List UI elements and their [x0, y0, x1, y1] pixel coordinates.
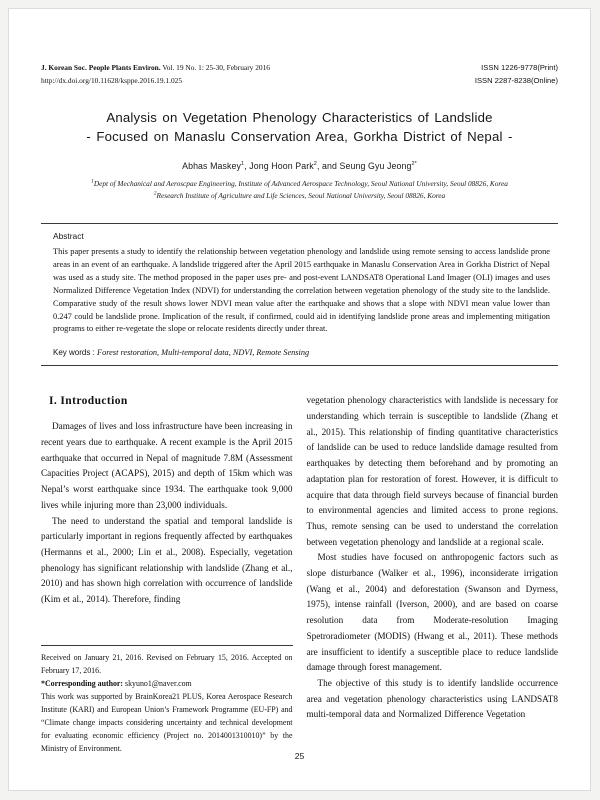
author-1: Abhas Maskey [182, 161, 242, 171]
right-column [307, 393, 559, 755]
doi-link: http://dx.doi.org/10.11628/ksppe.2016.19.1.025 [41, 76, 183, 85]
journal-header [41, 61, 558, 87]
paper-title-line1: Analysis on Vegetation Phenology Characteristics of Landslide [106, 110, 493, 125]
footnote-dates: Received on January 21, 2016. Revised on February 15, 2016. Accepted on February 17, 2016. [41, 653, 293, 676]
two-column-body [41, 393, 558, 755]
footnote-block [41, 645, 293, 755]
journal-issue: Vol. 19 No. 1: 25-30, February 2016 [160, 63, 270, 72]
page-content [9, 9, 590, 755]
abstract-section [41, 223, 558, 366]
affiliation-2-sup: 2 [153, 190, 157, 197]
journal-name: J. Korean Soc. People Plants Environ. [41, 63, 161, 72]
corresponding-author-email: skyuno1@naver.com [123, 679, 192, 689]
author-2: , Jong Hoon Park [244, 161, 314, 171]
section-heading-introduction: I. Introduction [49, 395, 128, 408]
left-column [41, 393, 293, 755]
paper-title [41, 108, 558, 146]
author-3: , and Seung Gyu Jeong [316, 161, 412, 171]
intro-paragraph-5: The objective of this study is to identify landslide occurrence area and vegetation phenology characteristics using LANDSAT8 multi-temporal data and Normalized Difference Vegetation [306, 678, 558, 720]
paper-page [8, 8, 591, 791]
issn-print: ISSN 1226-9778(Print) [481, 63, 558, 72]
affiliation-1-text: Dept of Mechanical and Aeroscpae Engineering, Institute of Advanced Aerospace Technology, Seoul National University, Seoul 08826, Korea [93, 179, 508, 188]
keywords-label: Key words [53, 348, 91, 358]
affiliation-2 [41, 190, 558, 202]
author-3-sup: 2* [411, 161, 417, 168]
abstract-text: This paper presents a study to identify the relationship between vegetation phenology and landslide using remote sensing to access landslide prone areas in an event of an earthquake. A landslide triggered after the April 2015 earthquake in Manaslu Conservation Area in Gorkha District of Nepal was used as a study site. The method proposed in the paper uses pre- and post-event LANDSAT8 Operational Land Imager (OLI) images and uses Normalized Difference Vegetation Index (NDVI) for understanding the correlation between vegetation phenology of the study site to the landslide. Comparative study of the result shows lower NDVI mean value after the earthquake and shows that a slope with NDVI mean value lower than 0.247 could be landslide prone. Implication of the result, if confirmed, could aid in identifying landslide prone areas and implementing mitigation programs to either re-vegetate the slope or relocate residents directly under threat. [53, 247, 550, 334]
author-1-sup: 1 [241, 161, 245, 168]
affiliation-1 [41, 178, 558, 190]
keywords-separator: : [90, 348, 98, 358]
paper-title-line2: - Focused on Manaslu Conservation Area, Gorkha District of Nepal - [86, 129, 513, 144]
issn-block [475, 61, 558, 87]
author-2-sup: 2 [313, 161, 317, 168]
footnote-funding: This work was supported by BrainKorea21 PLUS, Korea Aerospace Research Institute (KARI) and European Union’s Framework Programme (EU-FP) and “Climate change impacts considering uncertainty and technical development for evaluating economic efficiency (Project no. 2014001310010)” by the Ministry of Environment. [41, 692, 293, 754]
intro-paragraph-4: Most studies have focused on anthropogenic factors such as slope disturbance (Walker et al., 1996), inconsiderate irrigation (Wang et al., 2004) and deforestation (Swanson and Dyrness, 1975), intense rainfall (Iverson, 2000), and are based on coarse resolution data from Moderate-resolution Imaging Spetroradiometer (MODIS) (Hwang et al., 2011). These methods are insufficient to identify a susceptible place to reduce landslide damage through forest management. [306, 552, 558, 673]
keywords-line [53, 348, 550, 357]
page-number: 25 [294, 751, 305, 761]
intro-paragraph-1: Damages of lives and loss infrastructure have been increasing in recent years due to earthquake. A recent example is the April 2015 earthquake that occurred in Nepal of magnitude 7.8M (Assessment Capacities Project (ACAPS), 2015) and depth of 15km which was Nepal’s worst earthquake since 1934. The earthquake took 9,000 lives while injuring more than 23,000 individuals. [41, 421, 293, 510]
intro-paragraph-3: vegetation phenology characteristics with landslide is necessary for understanding which terrain is susceptible to landslide (Zhang et al., 2015). This relationship of finding quantitative characteristics of landslide can be used to reduce landslide damage resulted from earthquakes by detecting them beforehand and by promoting an adaptation plan for restoration of forest. However, it is difficult to acquire that data through field surveys because of financial burden to environmental agencies and limited access to prone regions. Thus, remote sensing can be used to understand the correlation between vegetation phenology and landslide at a regional scale. [306, 395, 558, 547]
issn-online: ISSN 2287-8238(Online) [474, 76, 558, 85]
affiliations [41, 178, 558, 202]
abstract-heading: Abstract [53, 231, 84, 241]
authors-line [41, 161, 558, 171]
corresponding-author-label: *Corresponding author: [41, 679, 124, 689]
footnote-corresponding [41, 677, 293, 690]
affiliation-1-sup: 1 [91, 178, 94, 185]
intro-paragraph-2: The need to understand the spatial and temporal landslide is particularly important in regions frequently affected by earthquakes (Hermanns et al., 2000; Lin et al., 2008). Especially, vegetation phenology has significant relationship with landslide (Zhang et al., 2010) and has shown high correlation with occurrence of landslide (Kim et al., 2014). Therefore, finding [41, 515, 293, 605]
journal-info [41, 61, 270, 87]
affiliation-2-text: Research Institute of Agriculture and Life Sciences, Seoul National University, Seoul 08826, Korea [156, 191, 446, 200]
keywords-list: Forest restoration, Multi-temporal data, NDVI, Remote Sensing [97, 348, 310, 358]
journal-citation-line [41, 61, 270, 74]
